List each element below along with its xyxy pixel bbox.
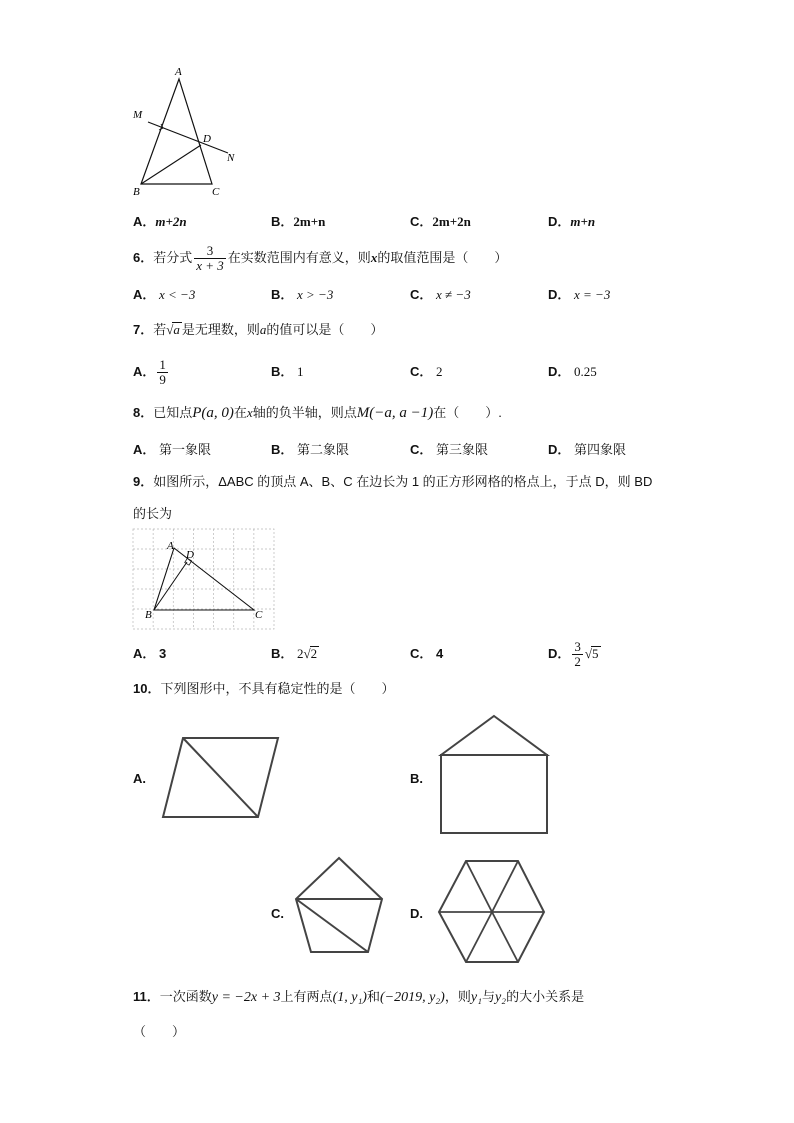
q6-fraction: $\frac{3}{x + 3}$ xyxy=(196,243,224,274)
q6-option-b[interactable]: B． x > −3 xyxy=(271,287,334,302)
line-mn xyxy=(148,122,228,153)
q10-stem: 10．下列图形中，不具有稳定性的是（ ） xyxy=(133,681,395,696)
q9-option-b[interactable]: B． 2√2 xyxy=(271,646,318,661)
triangle-abc xyxy=(141,79,212,184)
q6-option-d[interactable]: D． x = −3 xyxy=(548,287,611,302)
triangle-abc xyxy=(154,548,254,610)
q8-option-a[interactable]: A． 第一象限 xyxy=(133,442,212,457)
q10-option-a-parallelogram[interactable] xyxy=(160,735,282,820)
q7-option-b[interactable]: B． 1 xyxy=(271,364,304,379)
label-n: N xyxy=(227,152,235,164)
q8-stem: 8．已知点P(a, 0)在x轴的负半轴，则点M(−a, a −1)在（ ）. xyxy=(133,405,502,421)
q5-triangle-figure xyxy=(128,62,243,200)
q7-option-c[interactable]: C． 2 xyxy=(410,364,443,379)
q7-option-a[interactable]: A． $\frac{1}{9}$ xyxy=(133,357,166,388)
q10-option-c-pentagon[interactable] xyxy=(292,855,388,955)
q9-option-d[interactable]: D． $\frac{3}{2}$ √5 xyxy=(548,639,599,670)
grid-lines xyxy=(133,529,274,629)
label-a: A xyxy=(175,66,182,78)
q8-option-c[interactable]: C． 第三象限 xyxy=(410,442,489,457)
q9-stem-line2: 的长为 xyxy=(133,506,173,521)
label-d: D xyxy=(186,549,194,561)
q5-option-d[interactable]: D．m+n xyxy=(548,214,596,229)
q7-stem: 7．若√a 是无理数，则a的值可以是（ ） xyxy=(133,322,384,337)
q9-stem-line1: 9．如图所示，ΔABC 的顶点 A、B、C 在边长为 1 的正方形网格的格点上，于点 D，则 BD xyxy=(133,474,653,489)
q7-option-d[interactable]: D． 0.25 xyxy=(548,364,597,379)
q10-option-b-house-shape[interactable] xyxy=(438,713,552,836)
q5-option-a[interactable]: A．m+2n xyxy=(133,214,187,229)
q11-stem: 11．一次函数y = −2x + 3上有两点(1, y₁)和(−2019, y₂)，则y₁与y₂的大小关系是 xyxy=(133,989,585,1005)
q10-option-b-label[interactable]: B. xyxy=(410,771,423,786)
label-a: A xyxy=(167,540,174,552)
label-c: C xyxy=(212,186,220,198)
q7-fraction: $\frac{1}{9}$ xyxy=(159,357,166,388)
q6-option-a[interactable]: A． x < −3 xyxy=(133,287,196,302)
q11-stem-line2: （ ） xyxy=(133,1024,186,1039)
q10-option-d-label[interactable]: D. xyxy=(410,906,423,921)
grid-border xyxy=(133,529,274,629)
q10-option-c-label[interactable]: C. xyxy=(271,906,284,921)
q6-stem: 6．若分式 $\frac{3}{x + 3}$ 在实数范围内有意义，则x的取值范围是（ ） xyxy=(133,243,508,274)
segment-bd xyxy=(141,145,201,184)
q9-option-a[interactable]: A． 3 xyxy=(133,646,167,661)
q5-option-b[interactable]: B．2m+n xyxy=(271,214,326,229)
label-b: B xyxy=(133,186,140,198)
label-b: B xyxy=(145,609,152,621)
q10-option-a-label[interactable]: A. xyxy=(133,771,146,786)
q7-sqrt: √a xyxy=(166,322,180,337)
q8-option-d[interactable]: D． 第四象限 xyxy=(548,442,627,457)
q5-option-c[interactable]: C．2m+2n xyxy=(410,214,471,229)
label-m: M xyxy=(133,109,143,121)
q8-option-b[interactable]: B． 第二象限 xyxy=(271,442,350,457)
q9-option-c[interactable]: C． 4 xyxy=(410,646,444,661)
label-d: D xyxy=(203,133,211,145)
q9-grid-figure xyxy=(132,528,278,632)
q10-option-d-hexagon[interactable] xyxy=(436,858,548,966)
label-c: C xyxy=(255,609,263,621)
q6-option-c[interactable]: C． x ≠ −3 xyxy=(410,287,471,302)
